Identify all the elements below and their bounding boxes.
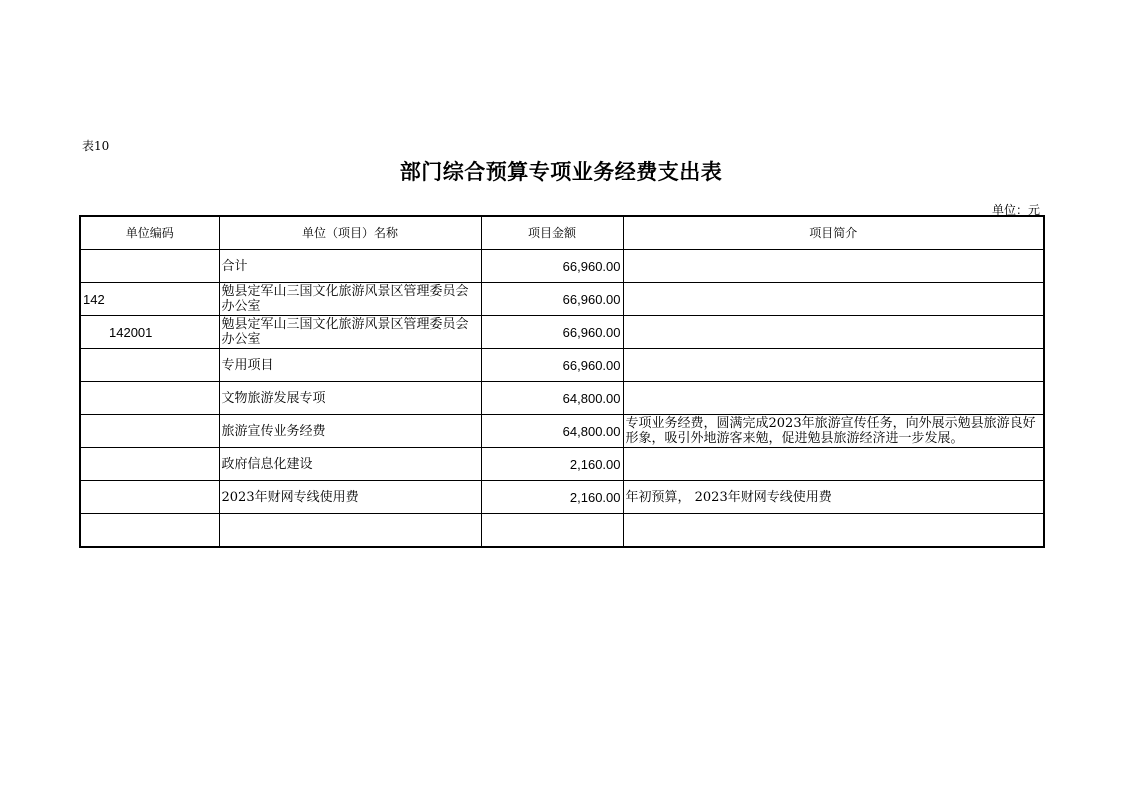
cell-desc: 专项业务经费，圆满完成2023年旅游宣传任务，向外展示勉县旅游良好形象，吸引外地游客来勉，促进勉县旅游经济进一步发展。 (623, 415, 1044, 448)
cell-code (80, 382, 219, 415)
table-row (80, 250, 1044, 283)
table-header-row (80, 216, 1044, 250)
cell-amount (481, 514, 623, 548)
cell-desc (623, 349, 1044, 382)
cell-amount: 66,960.00 (481, 349, 623, 382)
cell-amount: 66,960.00 (481, 250, 623, 283)
cell-amount: 66,960.00 (481, 283, 623, 316)
cell-amount: 66,960.00 (481, 316, 623, 349)
cell-name: 2023年财网专线使用费 (219, 481, 481, 514)
cell-name: 旅游宣传业务经费 (219, 415, 481, 448)
table-row (80, 415, 1044, 448)
cell-desc (623, 316, 1044, 349)
cell-name (219, 514, 481, 548)
column-header-amount: 项目金额 (481, 216, 623, 250)
cell-code: 142001 (80, 316, 219, 349)
cell-amount: 2,160.00 (481, 481, 623, 514)
cell-code (80, 250, 219, 283)
cell-desc (623, 382, 1044, 415)
cell-name: 政府信息化建设 (219, 448, 481, 481)
unit-label: 单位：元 (991, 203, 1040, 217)
cell-name: 合计 (219, 250, 481, 283)
cell-code (80, 448, 219, 481)
cell-name: 勉县定军山三国文化旅游风景区管理委员会办公室 (219, 316, 481, 349)
cell-amount: 2,160.00 (481, 448, 623, 481)
cell-name: 专用项目 (219, 349, 481, 382)
cell-name: 文物旅游发展专项 (219, 382, 481, 415)
cell-code (80, 514, 219, 548)
cell-code (80, 349, 219, 382)
table-number: 表10 (82, 139, 110, 153)
table-row (80, 481, 1044, 514)
column-header-code: 单位编码 (80, 216, 219, 250)
table-row (80, 316, 1044, 349)
table-row (80, 448, 1044, 481)
budget-table (79, 215, 1045, 548)
table-row (80, 283, 1044, 316)
cell-code (80, 481, 219, 514)
cell-amount: 64,800.00 (481, 382, 623, 415)
cell-desc (623, 250, 1044, 283)
cell-desc (623, 448, 1044, 481)
page-title: 部门综合预算专项业务经费支出表 (399, 159, 723, 184)
cell-desc: 年初预算， 2023年财网专线使用费 (623, 481, 1044, 514)
cell-desc (623, 283, 1044, 316)
table-row (80, 514, 1044, 548)
cell-code: 142 (80, 283, 219, 316)
table-row (80, 349, 1044, 382)
cell-amount: 64,800.00 (481, 415, 623, 448)
cell-code (80, 415, 219, 448)
table-row (80, 382, 1044, 415)
column-header-name: 单位（项目）名称 (219, 216, 481, 250)
cell-desc (623, 514, 1044, 548)
column-header-desc: 项目简介 (623, 216, 1044, 250)
cell-name: 勉县定军山三国文化旅游风景区管理委员会办公室 (219, 283, 481, 316)
